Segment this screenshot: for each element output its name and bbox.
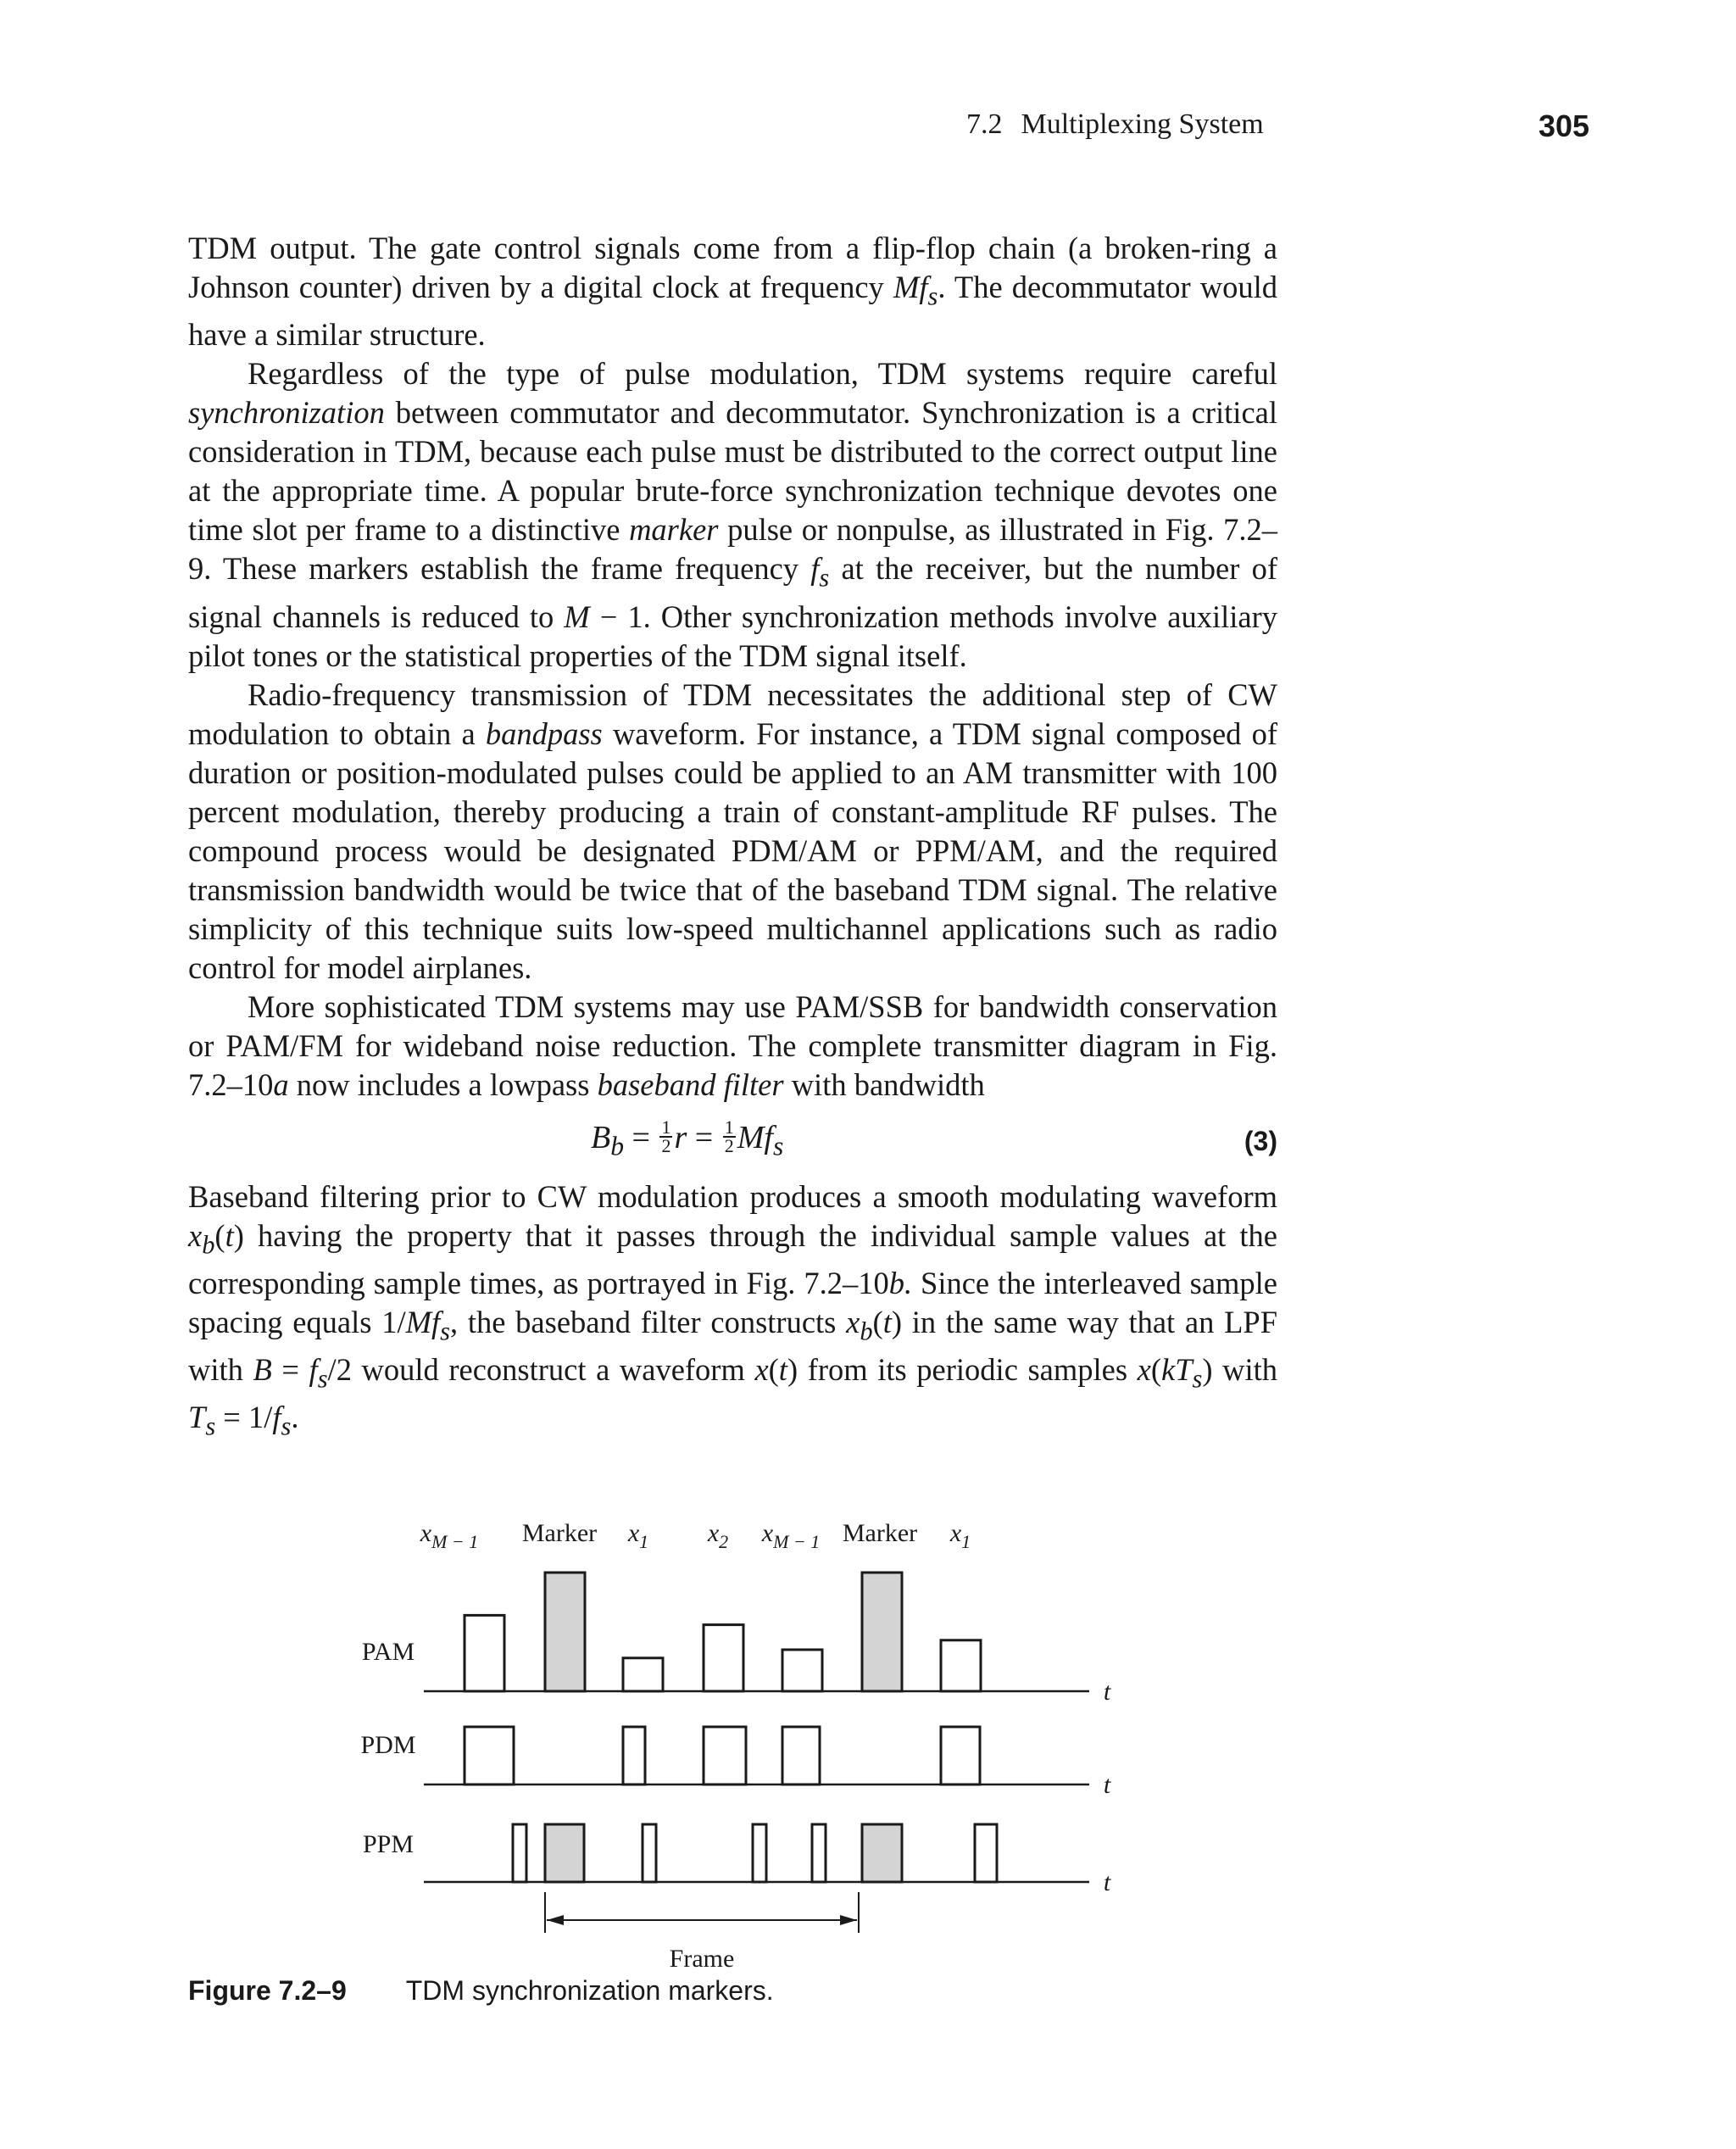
math-subscript: b [202, 1229, 215, 1259]
paragraph-1 [188, 229, 1277, 354]
math-subscript: s [772, 1131, 784, 1161]
math-var: x [846, 1304, 860, 1339]
emphasis: bandpass [485, 715, 603, 751]
body-text [188, 229, 1277, 1446]
math-var: B [591, 1119, 611, 1155]
text-span: Regardless of the type of pulse modulation, TDM systems require careful [248, 356, 1277, 392]
ppm-pulse [975, 1824, 997, 1882]
slot-label: $x_{M - 1}$ [761, 1519, 821, 1552]
slot-label: $x_1$ [949, 1519, 971, 1552]
fraction [659, 1116, 672, 1156]
text-span: now includes a lowpass [288, 1066, 598, 1102]
section-title: Multiplexing System [1021, 109, 1264, 140]
ppm-pulse [513, 1824, 526, 1882]
math-var: M [564, 598, 590, 634]
pam-marker-pulse [862, 1573, 902, 1691]
fraction-denominator: 2 [661, 1134, 671, 1156]
text-span: waveform. For instance, a TDM signal composed of duration or position-modulated pulses could be applied to an AM transmitter with 100 percent modulation, thereby producing a train of constant-amplitude RF pulses. The compound process would be designated PDM/AM or PPM/AM, and the required transmission bandwidth would be twice that of the baseband TDM signal. The relative simplicity of this technique suits low-speed multichannel applications such as radio control for model airplanes. [188, 715, 1277, 985]
text-span: with bandwidth [783, 1066, 985, 1102]
pdm-pulse [704, 1727, 746, 1784]
time-axis-label: t [1103, 1771, 1111, 1799]
slot-label: Marker [521, 1519, 598, 1547]
emphasis: a [273, 1066, 289, 1102]
pam-pulse [782, 1650, 822, 1691]
caption-label: Figure 7.2–9 [188, 1975, 347, 2006]
math-subscript: s [281, 1411, 292, 1441]
math-subscript: s [927, 281, 938, 311]
paragraph-3 [188, 676, 1277, 988]
pdm-pulse [782, 1727, 820, 1784]
emphasis: synchronization [188, 395, 385, 431]
text-span: pulse or nonpulse, as illustrated in Fig. 7.2–9. These markers establish the frame frequency [188, 512, 1278, 587]
math-subscript: s [317, 1364, 328, 1394]
math-var: kT [1161, 1352, 1193, 1388]
frame-arrowhead-left [547, 1915, 564, 1925]
text-span: TDM output. The gate control signals come from a flip-flop chain (a broken-ring a Johnson counter) driven by a digital clock at frequency [188, 231, 1277, 304]
text-span: ( [214, 1217, 225, 1253]
math-var: t [225, 1217, 234, 1253]
ppm-marker-pulse [545, 1824, 584, 1882]
text-span: ( [768, 1352, 779, 1388]
row-label: PDM [360, 1731, 416, 1759]
math-var: x [1137, 1352, 1151, 1388]
equation [591, 1118, 783, 1166]
equation-row [188, 1105, 1277, 1177]
tdm-marker-figure [322, 1509, 1136, 1984]
text-span: , the baseband filter constructs [450, 1304, 847, 1339]
math-operator: = [687, 1119, 721, 1155]
text-span: ( [872, 1304, 883, 1339]
fraction-numerator: 1 [724, 1116, 734, 1138]
caption-text: TDM synchronization markers. [405, 1975, 774, 2006]
text-span: = [271, 1352, 309, 1388]
math-var: x [754, 1352, 769, 1388]
math-var: Mf [405, 1304, 441, 1339]
frame-label: Frame [669, 1945, 735, 1973]
math-subscript: b [860, 1317, 873, 1346]
row-label: PAM [361, 1638, 415, 1666]
math-subscript: b [610, 1131, 625, 1161]
pam-marker-pulse [545, 1573, 585, 1691]
pam-pulse [623, 1658, 663, 1691]
figure-diagram [322, 1509, 1136, 1984]
time-axis-label: t [1103, 1678, 1111, 1706]
pdm-pulse [941, 1727, 980, 1784]
text-span: ) with [1202, 1352, 1277, 1388]
pam-pulse [465, 1615, 504, 1691]
ppm-pulse [753, 1824, 766, 1882]
math-var: Mf [893, 270, 928, 304]
text-span: = 1/ [215, 1400, 273, 1435]
text-span: at the receiver, but the number of signal channels is reduced to [188, 551, 1277, 634]
fraction-numerator: 1 [661, 1116, 671, 1138]
pam-pulse [704, 1625, 743, 1691]
math-subscript: s [205, 1411, 216, 1441]
equation-number: (3) [1244, 1125, 1277, 1156]
slot-label: $x_{M - 1}$ [420, 1519, 479, 1552]
math-var: x [188, 1217, 203, 1253]
math-subscript: s [1192, 1364, 1203, 1394]
math-var: Mf [737, 1119, 773, 1155]
math-var: t [778, 1352, 787, 1388]
fraction [723, 1116, 736, 1156]
slot-label: $x_2$ [707, 1519, 729, 1552]
math-subscript: s [819, 563, 830, 593]
text-span: − 1. Other synchronization methods involve auxiliary pilot tones or the statistical properties of the TDM signal itself. [188, 598, 1277, 673]
text-span: /2 would reconstruct a waveform [327, 1352, 755, 1388]
frame-arrowhead-right [840, 1915, 857, 1925]
ppm-pulse [643, 1824, 656, 1882]
ppm-marker-pulse [862, 1824, 902, 1882]
time-axis-label: t [1103, 1868, 1111, 1896]
paragraph-5 [188, 1177, 1277, 1446]
paragraph-4 [188, 988, 1277, 1105]
emphasis: b. [888, 1265, 913, 1300]
math-var: f [272, 1400, 281, 1435]
text-span: ( [1150, 1352, 1162, 1388]
text-span: . The decommutator would have a similar structure. [188, 270, 1278, 353]
text-span: Baseband filtering prior to CW modulation produces a smooth modulating waveform [188, 1178, 1277, 1214]
emphasis: marker [629, 512, 719, 548]
page-number: 305 [1538, 109, 1590, 143]
text-span: ) having the property that it passes through the individual sample values at the corresponding sample times, as portrayed in Fig. 7.2–10 [188, 1217, 1277, 1300]
math-var: B [253, 1352, 272, 1388]
pdm-pulse [623, 1727, 645, 1784]
slot-label: $x_1$ [627, 1519, 649, 1552]
emphasis: baseband filter [597, 1066, 784, 1102]
math-var: t [882, 1304, 892, 1339]
math-var: f [810, 551, 820, 587]
slot-label: Marker [842, 1519, 918, 1547]
text-span: ) from its periodic samples [787, 1352, 1138, 1388]
text-span: Radio-frequency transmission of TDM necessitates the additional step of CW modulation to obtain a [188, 676, 1277, 751]
text-span: More sophisticated TDM systems may use PAM/SSB for bandwidth conservation or PAM/FM for wideband noise reduction. The complete transmitter diagram in Fig. 7.2–10 [188, 988, 1277, 1102]
math-operator: = [624, 1119, 659, 1155]
running-header [966, 109, 1264, 141]
text-span: ) in the same way that an LPF with [188, 1304, 1277, 1388]
section-number: 7.2 [966, 109, 1003, 140]
row-label: PPM [362, 1830, 415, 1858]
figure-caption [188, 1975, 774, 2007]
text-span: between commutator and decommutator. Synchronization is a critical consideration in TDM, because each pulse must be distributed to the correct output line at the appropriate time. A popular brute-force synchronization technique devotes one time slot per frame to a distinctive [188, 395, 1277, 548]
text-span: Since the interleaved sample spacing equals 1/ [188, 1265, 1277, 1339]
math-var: f [309, 1352, 318, 1388]
paragraph-2 [188, 354, 1277, 675]
ppm-pulse [812, 1824, 826, 1882]
text-span: . [291, 1400, 299, 1435]
pdm-pulse [465, 1727, 514, 1784]
math-var: T [188, 1400, 206, 1435]
math-subscript: s [440, 1317, 450, 1346]
math-var: r [674, 1119, 687, 1155]
pam-pulse [941, 1640, 981, 1691]
fraction-denominator: 2 [724, 1134, 734, 1156]
